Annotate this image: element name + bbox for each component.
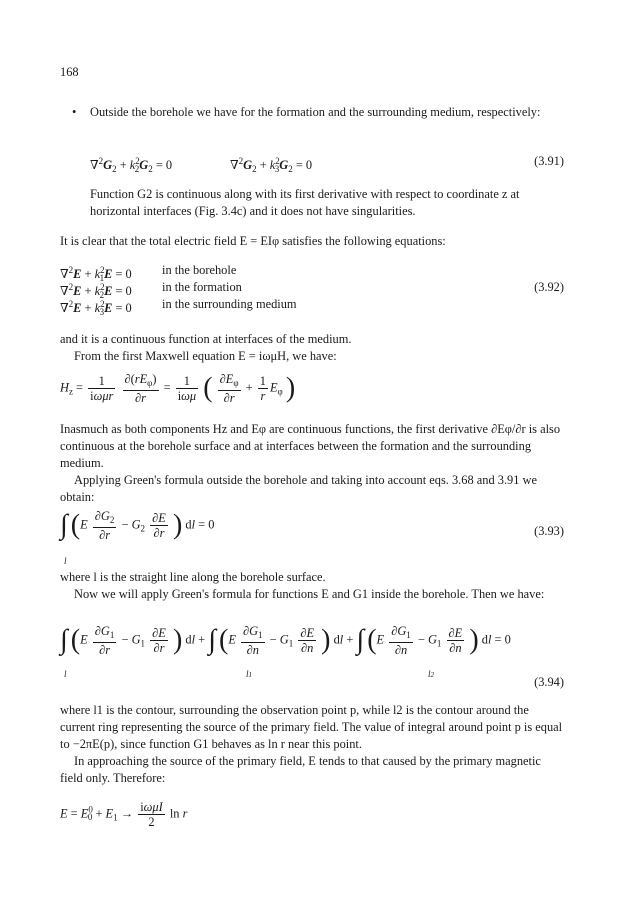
paragraph-function-g2: Function G2 is continuous along with its first derivative with respect to coordinate z at horizontal interfaces (Fig. 3.4c) and it does not have singularities. [90, 187, 520, 218]
equation-3-94: ∫ (E $\frac{\partial G_1}{\partial r}$ − $G_1$ $\frac{\partial E}{\partial r}$ ) dl + ∫ (E $\frac{\partial G_1}{\partial n}$ − $G_1$ $\frac{\partial E}{\partial n}$ ) dl + ∫ (E $\frac{\partial G_1}{\partial n}$ − $G_1$ $\frac{\partial E}{\partial n}$ ) dl = 0 l l1 l2 (3.94) [60, 624, 564, 689]
equation-number: (3.93) [534, 524, 564, 538]
paragraph-now: Now we will apply Green's formula for functions E and G1 inside the borehole. Then we have: [74, 587, 545, 601]
eq-label: in the formation [162, 280, 242, 294]
equation-3-91: $\nabla^2G_2 + k^2_2G_2 = 0$ $\nabla^2G_2 + k^2_3G_2 = 0$ (3.91) [90, 154, 564, 174]
bullet-item [72, 104, 564, 121]
paragraph-inasmuch: Inasmuch as both components Hz and Eφ are continuous functions, the first derivative ∂Eφ/∂r is also continuous at the borehole surface and at interfaces between the formation and the surrounding medium. [60, 422, 561, 470]
paragraph-applying: Applying Green's formula outside the borehole and taking into account eqs. 3.68 and 3.91 we obtain: [60, 473, 537, 504]
equation-3-92: $\nabla^2E + k^2_1E = 0$ in the borehole $\nabla^2E + k^2_2E = 0$ in the formation $\nabla^2E + k^2_3E = 0$ in the surrounding medium (3.92) [60, 263, 564, 317]
bullet-text: Outside the borehole we have for the formation and the surrounding medium, respectively: [90, 105, 541, 119]
paragraph-approaching: In approaching the source of the primary field, E tends to that caused by the primary magnetic field only. Therefore: [60, 754, 541, 785]
paragraph-where-l: where l is the straight line along the borehole surface. [60, 570, 326, 584]
paragraph-where-l1: where l1 is the contour, surrounding the observation point p, while l2 is the contour around the current ring representing the source of the primary field. The value of integral around point p is equal to −2πE(p), since function G1 behaves as ln r near this point. [60, 703, 563, 751]
paragraph-continuous: and it is a continuous function at interfaces of the medium. [60, 332, 352, 346]
paragraph-total-field: It is clear that the total electric field E = EIφ satisfies the following equations: [60, 234, 446, 248]
eq-label: in the borehole [162, 263, 237, 277]
page-number: 168 [60, 65, 79, 79]
equation-number: (3.92) [534, 280, 564, 294]
equation-e-limit: $E = E^0_0 + E_1$ → $\frac{\text{iωμI}}{2}$ ln r [60, 800, 188, 829]
equation-number: (3.94) [534, 675, 564, 689]
equation-hz: $H_z$ = $\frac{1}{\text{iωμr}}$ $\frac{\partial(rE_\varphi)}{\partial r}$ = $\frac{1}{\text{iωμ}}$ ( $\frac{\partial E_\varphi}{\partial r}$ + $\frac{1}{r}$ $E_\varphi$ ) [60, 372, 296, 405]
equation-number: (3.91) [534, 154, 564, 168]
eq-label: in the surrounding medium [162, 297, 297, 311]
paragraph-maxwell: From the first Maxwell equation E = iωμH, we have: [74, 349, 337, 363]
bullet-dot: • [72, 105, 77, 119]
equation-3-93: ∫ (E $\frac{\partial G_2}{\partial r}$ − $G_2$ $\frac{\partial E}{\partial r}$ ) dl = 0 l (3.93) [60, 509, 564, 566]
